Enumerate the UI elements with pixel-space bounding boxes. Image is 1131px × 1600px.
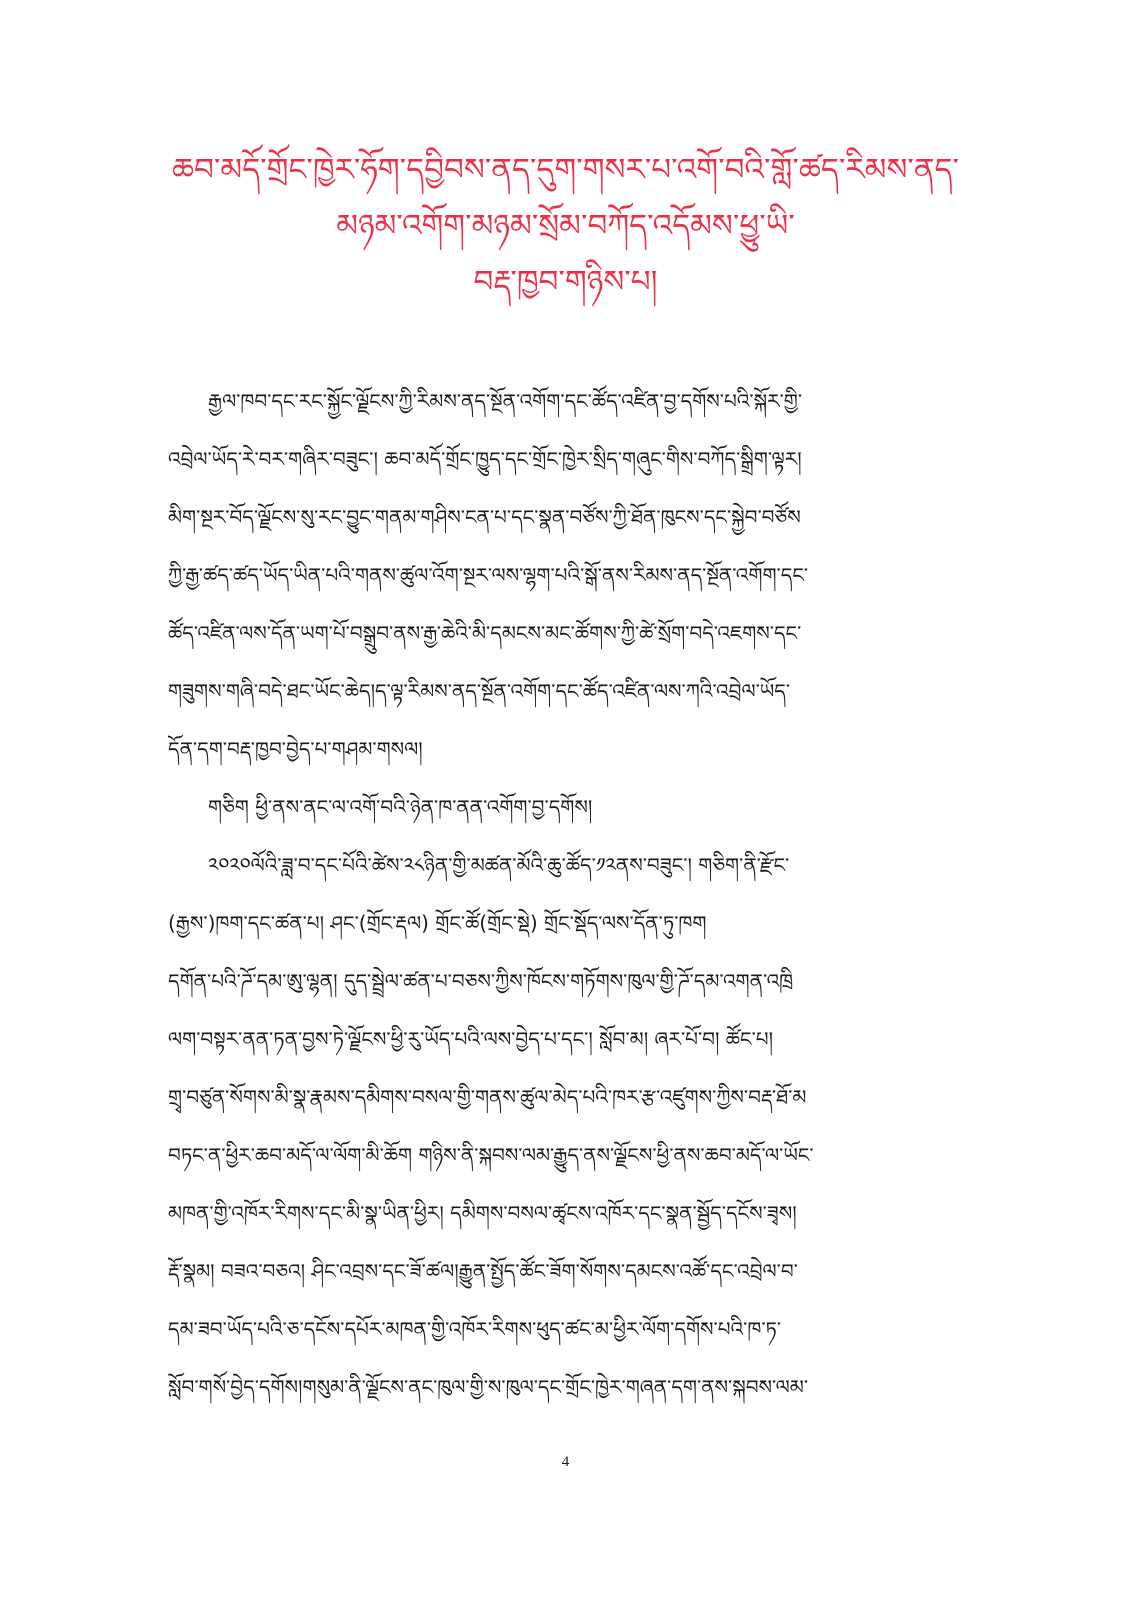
body-line: མཁན་གྱི་འཁོར་རིགས་དང་མི་སྣ་ཡིན་ཕྱིར། དམིགས་བསལ་ཚྭངས་འཁོར་དང་སྣན་སྦྱོད་དངོས་ཟྭས། bbox=[168, 1201, 797, 1225]
section-heading: གཅིག ཕྱི་ནས་ནང་ལ་འགོ་བའི་ཉེན་ཁ་ནན་འགོག་བྱ་དགོས། bbox=[208, 795, 593, 819]
body-line: (རྒྱས་)ཁག་དང་ཚན་པ། ཤང་(གྲོང་རྡལ) གྲོང་ཚོ(གྲོང་སྡེ) གྲོང་སྡོད་ལས་དོན་ཏུ་ཁག bbox=[168, 911, 707, 935]
body-line: འབྲེལ་ཡོད་རེ་བར་གཞིར་བཟུང་། ཆབ་མདོ་གྲོང་ཁྱུད་དང་གྲོང་ཁྱེར་སྲིད་གཞུང་གིས་བཀོད་སྒྲིག་ལྟར། bbox=[168, 447, 802, 471]
body-line: ༢༠༢༠ལོའི་ཟླ་བ་དང་པོའི་ཚེས་༢༨ཉིན་གྱི་མཚན་མོའི་ཆུ་ཚོད་༡༢ནས་བཟུང་། གཅིག་ནི་རྫོང་ bbox=[208, 853, 790, 877]
body-line: རྒྱལ་ཁབ་དང་རང་སྐྱོང་ལྗོངས་ཀྱི་རིམས་ནད་སྔོན་འགོག་དང་ཚོད་འཛིན་བྱ་དགོས་པའི་སྐོར་གྱི་ bbox=[208, 389, 803, 413]
body-line: གྲྭ་བཙུན་སོགས་མི་སྣ་རྣམས་དམིགས་བསལ་གྱི་གནས་ཚུལ་མེད་པའི་ཁར་རྩ་འཛུགས་ཀྱིས་བརྡ་ཐོ་མ bbox=[168, 1085, 807, 1109]
title-line: ཆབ་མདོ་གྲོང་ཁྱེར་ཧོག་དབྱིབས་ནད་དུག་གསར་པ་འགོ་བའི་གློ་ཚད་རིམས་ནད་ bbox=[171, 152, 960, 188]
body-line: བཏང་ན་ཕྱིར་ཆབ་མདོ་ལ་ལོག་མི་ཆོག གཉིས་ནི་སྐབས་ལམ་རྒྱུད་ནས་ལྗོངས་ཕྱི་ནས་ཆབ་མདོ་ལ་ཡོང་ bbox=[168, 1143, 814, 1167]
body-line: གཟུགས་གཞི་བདེ་ཐང་ཡོང་ཆེད།ད་ལྟ་རིམས་ནད་སྔོན་འགོག་དང་ཚོད་འཛིན་ལས་ཀའི་འབྲེལ་ཡོད་ bbox=[168, 679, 791, 703]
document-body bbox=[168, 372, 958, 1416]
body-line: ལག་བསྟར་ནན་ཏན་བྱས་ཏེ་ལྗོངས་ཕྱི་རུ་ཡོད་པའི་ལས་བྱེད་པ་དང་། སློབ་མ། ཞར་པོ་བ། ཚོང་པ། bbox=[168, 1027, 774, 1051]
document-title bbox=[80, 142, 1051, 310]
title-line: བརྡ་ཁྱབ་གཉིས་པ། bbox=[473, 264, 658, 300]
body-line: དོན་དག་བརྡ་ཁྱབ་བྱེད་པ་གཤམ་གསལ། bbox=[168, 737, 423, 761]
page-number: 4 bbox=[561, 1454, 570, 1470]
title-line: མཉམ་འགོག་མཉམ་སྲོམ་བཀོད་འདོམས་ཕྱུ་ཡི་ bbox=[336, 208, 795, 244]
body-line: ཀྱི་རྒྱ་ཚད་ཚད་ཡོད་ཡིན་པའི་གནས་ཚུལ་འོག་སྔར་ལས་ལྷག་པའི་སྒོ་ནས་རིམས་ནད་སྔོན་འགོག་དང་ bbox=[168, 563, 809, 587]
body-line: མིག་སྔར་བོད་ལྗོངས་སུ་རང་བྱུང་གནམ་གཤིས་ངན་པ་དང་སྣན་བཙོས་ཀྱི་ཐོན་ཁུངས་དང་སྐྱེབ་བཙོས bbox=[168, 505, 801, 529]
body-line: དམ་ཟབ་ཡོད་པའི་ཅ་དངོས་དཔོར་མཁན་གྱི་འཁོར་རིགས་ཕུད་ཚང་མ་ཕྱིར་ལོག་དགོས་པའི་ཁ་ཏ་ bbox=[168, 1317, 782, 1341]
body-line: ཚོད་འཛིན་ལས་དོན་ཡག་པོ་བསྒྲུབ་ནས་རྒྱ་ཆེའི་མི་དམངས་མང་ཚོགས་ཀྱི་ཚེ་སྲོག་བདེ་འཇགས་དང་ bbox=[168, 621, 802, 645]
body-line: དགོན་པའི་ཌོ་དམ་ཨུ་ལྷན། དུད་སྦྲེལ་ཚན་པ་བཅས་ཀྱིས་ཁོངས་གཏོགས་ཁུལ་གྱི་ཌོ་དམ་འགན་འཁྲི bbox=[168, 969, 794, 993]
body-line: རྡོ་སྣམ། བཟའ་བཅའ། ཤིང་འབྲས་དང་ཟོ་ཚལ།རྒྱུན་སྤྱོད་ཚོང་ཟོག་སོགས་དམངས་འཚོ་དང་འབྲེལ་བ་ bbox=[168, 1259, 798, 1283]
body-line: སློབ་གསོ་བྱེད་དགོས།གསུམ་ནི་ལྗོངས་ནང་ཁུལ་གྱི་ས་ཁུལ་དང་གྲོང་ཁྱེར་གཞན་དག་ནས་སྐབས་ལམ་ bbox=[168, 1375, 809, 1399]
